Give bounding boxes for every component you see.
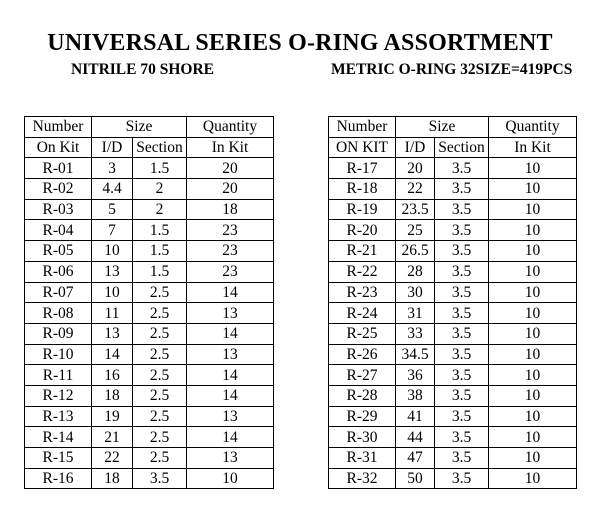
cell-part-number: R-24 [329,303,396,324]
cell-quantity: 10 [489,241,577,262]
cell-inner-diameter: 22 [396,179,435,200]
cell-part-number: R-18 [329,179,396,200]
subheader-on-kit: ON KIT [329,137,396,158]
cell-inner-diameter: 13 [92,323,133,344]
subheader-id: I/D [396,137,435,158]
cell-part-number: R-17 [329,158,396,179]
cell-section: 3.5 [435,406,489,427]
cell-quantity: 10 [489,427,577,448]
cell-inner-diameter: 47 [396,448,435,469]
oring-table-left [24,116,274,489]
cell-section: 3.5 [435,303,489,324]
cell-section: 3.5 [435,448,489,469]
cell-part-number: R-01 [25,158,92,179]
cell-inner-diameter: 25 [396,220,435,241]
cell-part-number: R-03 [25,199,92,220]
cell-part-number: R-22 [329,261,396,282]
cell-part-number: R-04 [25,220,92,241]
cell-section: 2.5 [133,282,187,303]
cell-inner-diameter: 5 [92,199,133,220]
cell-part-number: R-25 [329,323,396,344]
cell-section: 3.5 [435,282,489,303]
cell-quantity: 10 [187,468,274,489]
cell-section: 3.5 [435,158,489,179]
cell-inner-diameter: 4.4 [92,179,133,200]
cell-part-number: R-08 [25,303,92,324]
cell-quantity: 13 [187,406,274,427]
cell-section: 3.5 [435,365,489,386]
cell-section: 1.5 [133,158,187,179]
cell-quantity: 10 [489,468,577,489]
cell-quantity: 14 [187,365,274,386]
cell-part-number: R-30 [329,427,396,448]
cell-section: 2.5 [133,323,187,344]
page-title: UNIVERSAL SERIES O-RING ASSORTMENT [47,30,553,56]
cell-part-number: R-15 [25,448,92,469]
cell-quantity: 10 [489,199,577,220]
cell-section: 2.5 [133,427,187,448]
header-number: Number [329,117,396,138]
cell-part-number: R-28 [329,385,396,406]
cell-inner-diameter: 34.5 [396,344,435,365]
cell-part-number: R-20 [329,220,396,241]
cell-part-number: R-11 [25,365,92,386]
table-row [25,282,274,303]
subheader-on-kit: On Kit [25,137,92,158]
cell-inner-diameter: 31 [396,303,435,324]
table-row [25,323,274,344]
cell-section: 3.5 [435,261,489,282]
table-row [329,365,577,386]
cell-quantity: 20 [187,158,274,179]
cell-part-number: R-16 [25,468,92,489]
cell-quantity: 10 [489,303,577,324]
cell-part-number: R-13 [25,406,92,427]
cell-part-number: R-10 [25,344,92,365]
table-row [329,448,577,469]
cell-part-number: R-19 [329,199,396,220]
table-row [25,448,274,469]
cell-section: 2.5 [133,385,187,406]
cell-part-number: R-09 [25,323,92,344]
table-row [329,427,577,448]
header-size: Size [396,117,489,138]
cell-inner-diameter: 23.5 [396,199,435,220]
cell-inner-diameter: 36 [396,365,435,386]
table-row [25,468,274,489]
subheader-in-kit: In Kit [187,137,274,158]
cell-section: 3.5 [133,468,187,489]
subheader-section: Section [435,137,489,158]
subheader-in-kit: In Kit [489,137,577,158]
cell-inner-diameter: 22 [92,448,133,469]
cell-inner-diameter: 13 [92,261,133,282]
cell-quantity: 14 [187,282,274,303]
cell-part-number: R-32 [329,468,396,489]
table-row [329,303,577,324]
cell-quantity: 10 [489,385,577,406]
cell-section: 3.5 [435,179,489,200]
cell-part-number: R-06 [25,261,92,282]
cell-quantity: 20 [187,179,274,200]
table-row [25,158,274,179]
table-row [329,406,577,427]
cell-inner-diameter: 26.5 [396,241,435,262]
table-row [329,468,577,489]
cell-quantity: 13 [187,303,274,324]
cell-part-number: R-05 [25,241,92,262]
table-row [329,241,577,262]
cell-inner-diameter: 33 [396,323,435,344]
cell-inner-diameter: 28 [396,261,435,282]
cell-inner-diameter: 11 [92,303,133,324]
cell-section: 3.5 [435,344,489,365]
material-subtitle: NITRILE 70 SHORE [71,61,214,78]
subheader-id: I/D [92,137,133,158]
cell-section: 3.5 [435,323,489,344]
cell-quantity: 14 [187,323,274,344]
cell-part-number: R-31 [329,448,396,469]
cell-quantity: 14 [187,385,274,406]
cell-inner-diameter: 19 [92,406,133,427]
cell-section: 3.5 [435,199,489,220]
cell-part-number: R-02 [25,179,92,200]
header-quantity: Quantity [187,117,274,138]
subheader-row [25,137,274,158]
cell-part-number: R-27 [329,365,396,386]
table-row [25,303,274,324]
table-row [329,261,577,282]
cell-quantity: 10 [489,261,577,282]
table-row [329,344,577,365]
cell-section: 1.5 [133,261,187,282]
table-row [329,199,577,220]
cell-inner-diameter: 18 [92,468,133,489]
cell-section: 2.5 [133,448,187,469]
cell-quantity: 23 [187,241,274,262]
cell-section: 2.5 [133,344,187,365]
cell-inner-diameter: 44 [396,427,435,448]
cell-quantity: 10 [489,179,577,200]
cell-section: 2.5 [133,406,187,427]
cell-inner-diameter: 30 [396,282,435,303]
cell-inner-diameter: 18 [92,385,133,406]
table-row [329,179,577,200]
table-row [329,323,577,344]
cell-quantity: 13 [187,344,274,365]
table-row [25,427,274,448]
cell-part-number: R-29 [329,406,396,427]
cell-inner-diameter: 41 [396,406,435,427]
cell-quantity: 13 [187,448,274,469]
cell-quantity: 18 [187,199,274,220]
header-number: Number [25,117,92,138]
cell-section: 2.5 [133,365,187,386]
table-row [25,365,274,386]
cell-quantity: 10 [489,448,577,469]
table-row [25,344,274,365]
header-quantity: Quantity [489,117,577,138]
cell-inner-diameter: 21 [92,427,133,448]
table-row [25,199,274,220]
table-body [25,117,274,489]
table-body [329,117,577,489]
table-row [329,385,577,406]
cell-quantity: 10 [489,365,577,386]
cell-inner-diameter: 3 [92,158,133,179]
cell-part-number: R-23 [329,282,396,303]
table-row [25,406,274,427]
table-row [25,261,274,282]
cell-section: 1.5 [133,241,187,262]
cell-section: 3.5 [435,220,489,241]
cell-section: 3.5 [435,427,489,448]
table-row [25,220,274,241]
cell-inner-diameter: 14 [92,344,133,365]
table-row [25,179,274,200]
cell-quantity: 10 [489,282,577,303]
subheader-row [329,137,577,158]
cell-quantity: 23 [187,261,274,282]
oring-table-right [328,116,577,489]
cell-part-number: R-07 [25,282,92,303]
table-row [329,282,577,303]
header-size: Size [92,117,187,138]
cell-section: 2 [133,199,187,220]
cell-inner-diameter: 20 [396,158,435,179]
cell-inner-diameter: 16 [92,365,133,386]
cell-section: 3.5 [435,385,489,406]
cell-section: 1.5 [133,220,187,241]
header-row [329,117,577,138]
table-row [25,385,274,406]
kit-summary-subtitle: METRIC O-RING 32SIZE=419PCS [331,61,573,78]
cell-quantity: 10 [489,344,577,365]
cell-inner-diameter: 7 [92,220,133,241]
table-row [329,158,577,179]
cell-inner-diameter: 10 [92,282,133,303]
cell-section: 2.5 [133,303,187,324]
cell-part-number: R-26 [329,344,396,365]
cell-part-number: R-12 [25,385,92,406]
cell-quantity: 10 [489,158,577,179]
cell-quantity: 23 [187,220,274,241]
cell-quantity: 10 [489,406,577,427]
cell-section: 2 [133,179,187,200]
subheader-section: Section [133,137,187,158]
cell-inner-diameter: 38 [396,385,435,406]
cell-inner-diameter: 10 [92,241,133,262]
table-row [25,241,274,262]
cell-quantity: 14 [187,427,274,448]
cell-part-number: R-21 [329,241,396,262]
cell-quantity: 10 [489,220,577,241]
cell-section: 3.5 [435,468,489,489]
table-row [329,220,577,241]
cell-part-number: R-14 [25,427,92,448]
cell-section: 3.5 [435,241,489,262]
header-row [25,117,274,138]
cell-inner-diameter: 50 [396,468,435,489]
cell-quantity: 10 [489,323,577,344]
